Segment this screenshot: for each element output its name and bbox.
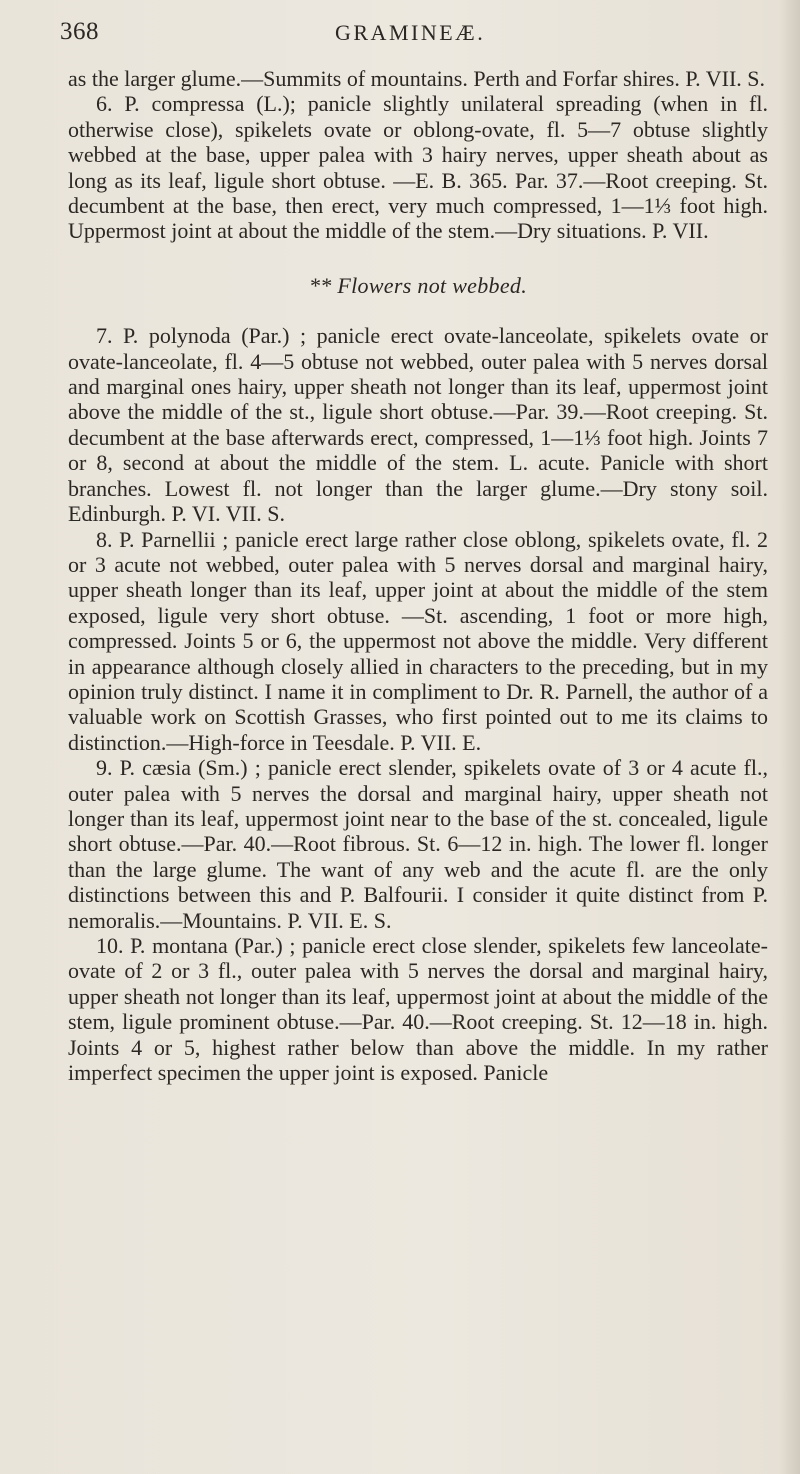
page-number: 368 <box>60 18 99 45</box>
paragraph-poa-compressa: 6. P. compressa (L.); panicle slightly unilateral spreading (when in fl. otherwise close), spikelets ovate or oblong-ovate, fl. 5—7 obtuse slightly webbed at the base, upper palea with 3 hairy nerves, upper sheath about as long as its leaf, ligule short obtuse. —E. B. 365. Par. 37.—Root creeping. St. decumbent at the base, then erect, very much compressed, 1—1⅓ foot high. Uppermost joint at about the middle of the stem.—Dry situations. P. VII. <box>68 91 768 244</box>
paragraph-poa-parnellii: 8. P. Parnellii ; panicle erect large rather close oblong, spikelets ovate, fl. 2 or 3 acute not webbed, outer palea with 5 nerves dorsal and marginal hairy, upper sheath longer than its leaf, upper joint at about the middle of the stem exposed, ligule very short obtuse. —St. ascending, 1 foot or more high, compressed. Joints 5 or 6, the uppermost not above the middle. Very different in appearance although closely allied in characters to the preceding, but in my opinion truly distinct. I name it in compliment to Dr. R. Parnell, the author of a valuable work on Scottish Grasses, who first pointed out to me its claims to distinction.—High-force in Teesdale. P. VII. E. <box>68 526 768 755</box>
section-title: GRAMINEÆ. <box>335 20 486 45</box>
paragraph-poa-montana: 10. P. montana (Par.) ; panicle erect close slender, spikelets few lanceolate-ovate of 2 or 3 fl., outer palea with 5 nerves the dorsal and marginal hairy, upper sheath not longer than its leaf, uppermost joint at about the middle of the stem, ligule prominent obtuse.—Par. 40.—Root creeping. St. 12—18 in. high. Joints 4 or 5, highest rather below than above the middle. In my rather imperfect specimen the upper joint is exposed. Panicle <box>68 933 768 1086</box>
subheading-flowers-not-webbed: ** Flowers not webbed. <box>308 272 528 298</box>
page-body <box>68 66 768 1085</box>
paragraph-poa-alpina-end: as the larger glume.—Summits of mountains. Perth and Forfar shires. P. VII. S. <box>68 66 766 91</box>
paragraph-poa-polynoda: 7. P. polynoda (Par.) ; panicle erect ovate-lanceolate, spikelets ovate or ovate-lanceolate, fl. 4—5 obtuse not webbed, outer palea with 5 nerves dorsal and marginal ones hairy, upper sheath not longer than its leaf, uppermost joint above the middle of the st., ligule short obtuse.—Par. 39.—Root creeping. St. decumbent at the base afterwards erect, compressed, 1—1⅓ foot high. Joints 7 or 8, second at about the middle of the stem. L. acute. Panicle with short branches. Lowest fl. not longer than the larger glume.—Dry stony soil. Edinburgh. P. VI. VII. S. <box>68 323 768 527</box>
running-head <box>60 18 760 48</box>
paragraph-poa-caesia: 9. P. cæsia (Sm.) ; panicle erect slender, spikelets ovate of 3 or 4 acute fl., outer palea with 5 nerves the dorsal and marginal hairy, upper sheath not longer than its leaf, uppermost joint near to the base of the st. concealed, ligule short obtuse.—Par. 40.—Root fibrous. St. 6—12 in. high. The lower fl. longer than the large glume. The want of any web and the acute fl. are the only distinctions between this and P. Balfourii. I consider it quite distinct from P. nemoralis.—Mountains. P. VII. E. S. <box>68 755 768 933</box>
